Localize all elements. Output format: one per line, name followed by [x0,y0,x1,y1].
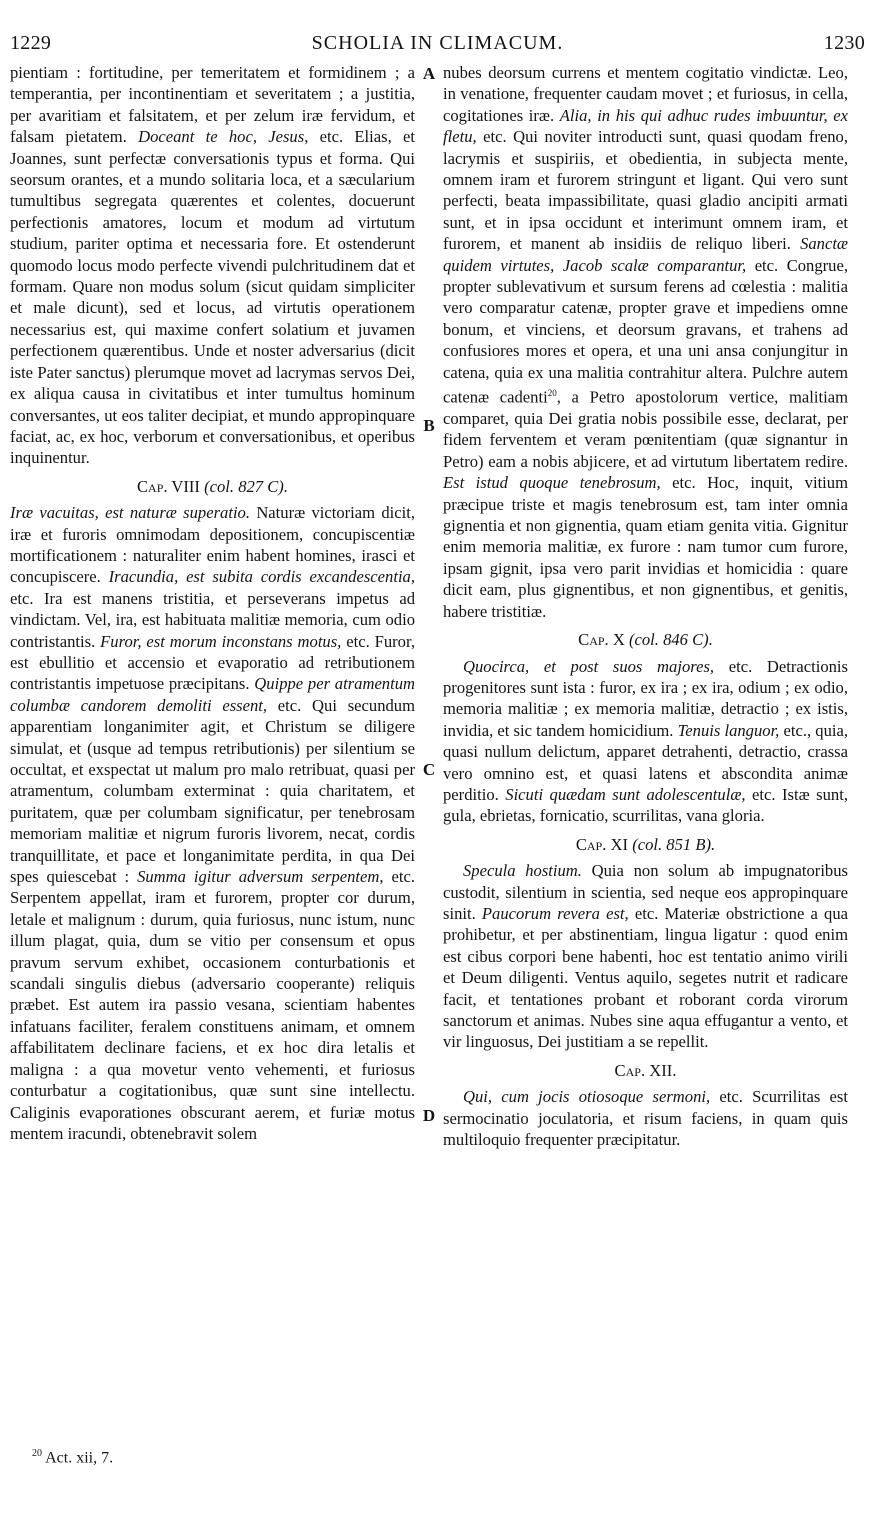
page-number-left: 1229 [10,32,52,54]
chapter-ref: (col. 846 C). [628,630,713,650]
italic-text: Qui, cum jocis otiosoque sermoni, [463,1087,711,1107]
paragraph [443,1086,848,1150]
paragraph [10,62,415,469]
right-column [443,62,848,1150]
text: etc. Hoc, inquit, vitium præcipue triste et magis tenebrosum est, tam inter omnia gignentia et non gignentia, quam etiam genita vitia. Gignitur enim memoria malitiæ, ex furore : nam tumor cum furore, ipsam gignit, ipsa vero parit invidias et homicidia : quare dicit eam, plus gignentibus, et non gignentibus, et genitis, habere tristitiæ. [443,473,848,621]
italic-text: Specula hostium. [463,861,582,881]
running-title: SCHOLIA IN CLIMACUM. [311,32,564,54]
footnote-text: Act. xii, 7. [42,1449,114,1467]
chapter-ref: (col. 851 B). [632,834,716,854]
text: etc. Serpentem appellat, iram et furorem, propter cor durum, letale et malignum : durum, quia furiosus, nunc istum, nunc illum plagat, quia, dum se vitio per consensum et opus pravum servum exhibet, occasionem conturbationis et scandali singulis diebus (adversario cooperante) reliquis præbet. Est autem ira passio vesana, scientiam habentes infatuans faciliter, feralem constituens animam, et omnem affabilitatem declinare faciens, et ex hoc dira letalis et maligna : a qua movetur vento vehementi, et furiosus conturbatur a cogitationibus, quæ sunt sine intellectu. Caliginis evaporationes obscurant aerem, et furiæ motus mentem iracundi, obtenebravit solem [10,867,415,1143]
italic-text: Iræ vacuitas, est naturæ superatio. [10,503,251,523]
text: etc. Detractionis progenitores sunt ista : furor, ex ira ; ex ira, odium ; ex odio, memoria malitiæ ; ex memoria malitiæ, detractio ; ex istis, invidia, et sic tandem homicidium. [443,656,848,740]
chapter-ref: (col. 827 C). [204,476,288,496]
chapter-heading [443,834,848,855]
text: etc. Congrue, propter sublevativum et sursum ferens ad cœlestia : malitia vero comparatur catenæ, propter grave et impediens omne bonum, et vinciens, et deorsum gravans, et trahens ad confusiores mores et opera, et una uni ansa conjungitur in catena, quia ex una malitia contrahitur altera. Pulchre autem catenæ cadenti [443,255,848,407]
chapter-heading [443,629,848,650]
italic-text: Furor, est morum inconstans motus, [100,631,342,651]
chapter-heading [443,1060,848,1081]
italic-text: Quocirca, et post suos majores, [463,656,715,676]
page-header [10,32,865,58]
chapter-label: Cap. XI [575,834,629,854]
text: Naturæ victoriam dicit, iræ et furoris omnimodam depositionem, concupiscentiæ mortificationem : naturaliter enim habent homines, irasci et concupiscere. [10,503,416,587]
text: etc. Istæ sunt, gula, ebrietas, fornicatio, scurrilitas, vana gloria. [443,784,848,826]
chapter-label: Cap. X [578,630,625,650]
footnote-ref: 20 [547,388,557,399]
italic-text: Doceant te hoc, Jesus [138,127,305,147]
text: etc. Ira est manens tristitia, et perseverans impetus ad vindictam. Vel, ira, est habituata malitiæ memoria, cum odio contristantis. [10,588,415,651]
page-number-right: 1230 [823,32,865,54]
text: etc. Furor, est ebullitio et accensio et evaporatio ad retributionem contristantis impetuose præcipitans. [10,631,415,694]
margin-marker-a: A [422,64,436,83]
left-column [10,62,415,1144]
text: etc. Qui noviter introducti sunt, quasi quodam freno, lacrymis et suspiriis, et obedientia, in subjecta mente, omnem iram et furorem stringunt et ligant. Qui vero sunt perfecti, beata impassibilitate, quasi gladio ancipiti armati sunt, et in ipsa occidunt et interimunt omnem iram, et furorem, et manent ab insidiis de reliquo liberi. [443,127,848,254]
italic-text: Est istud quoque tenebrosum, [443,473,661,493]
chapter-label: Cap. VIII [136,476,200,496]
chapter-heading [10,476,415,497]
text: Quia non solum ab impugnatoribus custodit, silentium in scientia, sed neque eos appropinquare sinit. [443,861,848,923]
italic-text: Tenuis languor, [677,720,780,740]
paragraph [443,860,848,1053]
italic-text: Iracundia, est subita cordis excandescentia, [108,567,415,587]
paragraph [10,502,415,1144]
text: nubes deorsum currens et mentem cogitatio vindictæ. Leo, in venatione, frequenter caudam movet ; et furiosus, in cella, cogitationes iræ. [443,63,848,125]
text: etc., quia, quasi nullum delictum, apparet detrahenti, detractio, crassa vero omnino est, et quasi latens et abscondita animæ perditio. [443,720,848,804]
footnote-number: 20 [32,1448,42,1459]
paragraph [443,62,848,622]
footnote [32,1448,113,1467]
italic-text: Paucorum revera est, [481,903,629,923]
text: pientiam : fortitudine, per temeritatem et formidinem ; a temperantia, per incontinentiam et severitatem ; a justitia, per avaritiam et falsitatem, et per zelum iræ fervidum, et falsam pietatem. [10,63,415,147]
italic-text: Sicuti quædam sunt adolescentulæ, [505,784,746,804]
margin-marker-c: C [422,760,436,779]
text: , a Petro apostolorum vertice, malitiam comparet, quia Dei gratia nobis possibile esse, declarat, per fidem ferventem et veram pœnitentiam (quæ signantur in Petro) eam a nobis abjicere, et ad virtutum libertatem redire. [443,387,848,471]
italic-text: Summa igitur adversum serpentem, [137,867,384,887]
margin-marker-b: B [423,416,435,435]
italic-text: Alia, in his qui adhuc rudes imbuuntur, ex fletu, [443,105,848,147]
chapter-label: Cap. XII. [614,1060,677,1080]
text: etc. Scurrilitas est sermocinatio joculatoria, et risum faciens, in quam quis multiloquio frequenter præcipitatur. [443,1087,848,1150]
text: etc. Qui secundum apparentiam longanimiter agit, et Christum se diligere simulat, et (usque ad tempus retributionis) per silentium se occultat, et exspectat ut malum pro malo retribuat, quasi per atramentum, columbam exterminat : quia charitatem, et puritatem, quæ per columbam significatur, per tenebrosam memoriam malitiæ et nigrum furoris livorem, necat, cordis tranquillitate, et pace et longanimitate perdita, in qua Dei spes quiescebat : [10,695,415,887]
italic-text: Quippe per atramentum columbæ candorem demoliti essent, [10,674,415,715]
margin-marker-d: D [422,1106,436,1125]
italic-text: Sanctæ quidem virtutes, Jacob scalæ comparantur, [443,234,848,275]
text: etc. Materiæ obstrictione a qua prohibetur, et per abstinentiam, lingua ligatur : quod enim est cibus corpori bene habenti, hoc est tentatio animo virili et Deum diligenti. Ventus aquilo, segetes nutrit et radicare facit, et tentationes probant et roborant corda virorum sanctorum et animas. Nubes sine aqua effugantur a vento, et vir linguosus, Dei justitiam a se repellit. [443,903,849,1052]
paragraph [443,656,848,827]
text: , etc. Elias, et Joannes, sunt perfectæ conversationis typus et forma. Qui seorsum orantes, et a mundo solitaria loca, et a sæcularium tumultibus segregata quærentes et colentes, docuerunt perfectionis amatores, locum et modum ad virtutum studium, pariter optima et necessaria fore. Et ostenderunt quomodo locus modo perfecte vivendi pulchritudinem dat et formam. Quare non modus solum (sicut quidam simpliciter et male dicunt), sed et locus, ad virtutis operationem necessarius est, qui maxime confert solatium et juvamen perfectionem quærentibus. Unde et noster adversarius (dicit iste Pater sanctus) plerumque movet ad lacrymas servos Dei, ex aliqua causa in civitatibus et inter tumultus hominum conversantes, ut eos taliter decipiat, et mundo appropinquare faciat, ac, ex hoc, verborum et conversationibus, et operibus inquinentur. [10,127,415,468]
